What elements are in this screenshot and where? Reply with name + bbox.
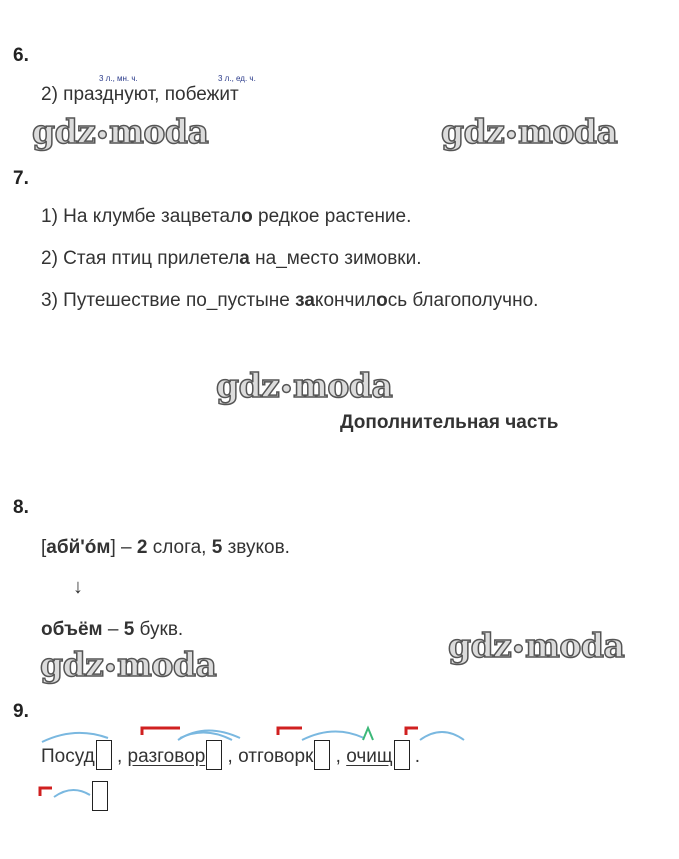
task-7-sentence-3: 3) Путешествие по_пустыне закончилось благополучно.: [41, 290, 539, 311]
task-6-number: 6.: [13, 45, 29, 66]
morph-note-2: 3 л., ед. ч.: [218, 74, 256, 83]
ending-box: [314, 740, 330, 770]
task-9-number: 9.: [13, 701, 29, 722]
task-7-sentence-1: 1) На клумбе зацветало редкое растение.: [41, 206, 412, 227]
prefix-mark: [40, 788, 52, 796]
task-7-number: 7.: [13, 168, 29, 189]
suffix-mark: [363, 728, 373, 740]
ending-box: [96, 740, 112, 770]
ending-box: [394, 740, 410, 770]
word-posuda: Посуд: [41, 746, 95, 767]
task-7-sentence-2: 2) Стая птиц прилетела на_место зимовки.: [41, 248, 422, 269]
root-arc: [420, 732, 464, 740]
task-9-words: Посуд , разговор , отговорк , очищ .: [41, 740, 420, 770]
watermark-1: gdz•moda: [32, 112, 209, 151]
word-ochishchu: очищ: [346, 746, 393, 767]
section-heading: Дополнительная часть: [340, 412, 559, 433]
word-razgovory: разговор: [127, 746, 206, 767]
morph-note-1: 3 л., мн. ч.: [99, 74, 138, 83]
prefix-mark: [278, 728, 302, 735]
root-arc: [302, 731, 364, 740]
task-6-answer: 2) празднуют, побежит: [41, 84, 239, 105]
ending-box-empty: [91, 781, 108, 811]
watermark-4: gdz•moda: [448, 626, 625, 665]
watermark-2: gdz•moda: [441, 112, 618, 151]
ending-box: [206, 740, 222, 770]
task-8-transcription: [абй'óм] – 2 слога, 5 звуков.: [41, 537, 290, 558]
root-arc: [54, 790, 90, 797]
root-arc: [180, 732, 232, 740]
watermark-5: gdz•moda: [40, 645, 217, 684]
watermark-3: gdz•moda: [216, 366, 393, 405]
task-8-word: объём – 5 букв.: [41, 619, 184, 640]
prefix-mark: [406, 728, 418, 735]
root-arc: [178, 730, 240, 740]
down-arrow-icon: ↓: [73, 576, 83, 598]
task-8-number: 8.: [13, 497, 29, 518]
prefix-mark: [142, 728, 180, 735]
word-otgovorka: отговорк: [238, 746, 314, 767]
